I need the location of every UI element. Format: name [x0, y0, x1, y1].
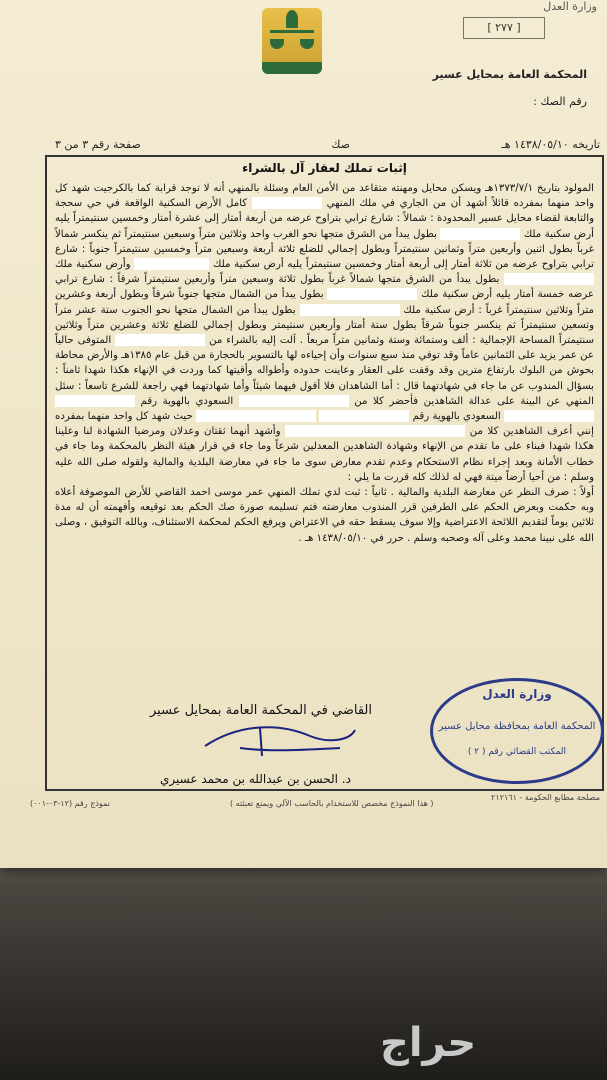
ministry-header: وزارة العدل — [543, 0, 597, 13]
printer-note: مصلحة مطابع الحكومة - ٢١٢١٦١ — [491, 793, 600, 802]
watermark-logo: حراج — [380, 1020, 477, 1066]
redacted-block — [196, 410, 316, 422]
court-name: المحكمة العامة بمحايل عسير — [432, 68, 587, 81]
form-usage-note: ( هذا النموذج مخصص للاستخدام بالحاسب الآلي ويمنع تعبئته ) — [230, 799, 434, 808]
paragraph-ruling: أولاً : صرف النظر عن معارضة البلدية والمالية . ثانياً : ثبت لدي تملك المنهي عمر موسى احمد القاضي للأرض الموصوفة أعلاه وبه حكمت وبعرض الحكم على الطرفين قرر المندوب معارضته فتم تسليمه صورة صك الحكم بعد توقيعه وأفهمته أن له مدة ثلاثين يوماً لتقديم اللائحة الاعتراضية وإلا سوف يسقط حقه في الاعتراض ويرفع الحكم لمحكمة الاستئناف، وبالله التوفيق ، وصلى الله على نبينا محمد وعلى آله وصحبه وسلم . حرر في ١٤٣٨/٠٥/١٠ هـ . — [55, 487, 594, 544]
redacted-block — [252, 197, 322, 209]
signature-icon — [200, 718, 360, 758]
paragraph: المولود بتاريخ ١٣٧٣/٧/١هـ ويسكن محايل ومهنته متقاعد من الأمن العام وسئلة بالمنهي أنه لا توجد قرابة كما بالكرجيت شهد كل واحد منهما بمفرده قائلاً أشهد أن من الجاري في ملك المنهي كامل الأرض السكنية الواقعة في حي سحجة والتابعة لقضاء محايل عسير المحدودة : شمالاً : شارع ترابي بتراوح عرضه من أربعة أمتار إلى عشرة أمتار وخمسين سنتيمتراً يليه أرض سكنية ملك بطول يبدأ من الشرق متجها نحو الغرب واحد وثلاثين متراً وسبعين سنتيمتراً ثم ينكسر شمالاً غرباً بطول اثنين وأربعين متراً وثمانين سنتيمتراً وبطول إجمالي للضلع ثلاثة أربعة وسبعين متراً وخمسين سنتيمتراً جنوباً : شارع ترابي بتراوح عرضه من ثلاثة أمتار إلى أربعة أمتار وخمسين سنتيمتراً يليه أرض سكنية ملك وأرض سكنية ملك بطول يبدأ من الشرق متجها شمالاً غرباً بطول ثلاثة وسبعين متراً وأربعين سنتيمتراً شرقاً : شارع ترابي عرضه خمسة أمتار يليه أرض سكنية ملك بطول يبدأ من الشمال متجها جنوباً شرقاً وبطول أربعة وعشرين متراً وثلاثين سنتيمتراً غرباً : أرض سكنية ملك بطول يبدأ من الشمال متجها نحو الجنوب ستة عشر متراً وتسعين سنتيمتراً ثم ينكسر جنوباً شرقاً بطول ستة أمتار وأربعين سنتيمتر وبطول إجمالي للضلع ثلاثة وعشرين متراً وثلاثين سنتيمتراً المساحة الإجمالية : ألف وستمائة وستة وثمانين متراً مربعاً . آلت إليه بالشراء من المتوفى حالياً عن عمر يزيد على الثمانين عاماً وقد توفي منذ سبع سنوات وأن إحياءه لها بالتسوير بالحجارة من قبل عام ١٣٨٥هـ والأرض محاطة بحوش من البلوك بارتفاع مترين وقد وقفت على العقار وعاينت حدوده وأطواله وأقيتها كما وردت في الإنهاء هكذا شهدا ثامناً : بسؤال المندوب عن ما جاء في شهادتهما قال : أما الشاهدان فلا أقول فيهما شيئاً وأما شهادتهما فهي راجعة للشرع تاسعاً : سئل المنهي عن البينة على عدالة الشاهدين فأحضر كلا من السعودي بالهوية رقم السعودي بالهوية رقم حيث شهد كل واحد منهما بمفرده إنني أعرف الشاهدين كلا من وأشهد أنهما ثقتان وعدلان ومرضيا الشهادة لنا وعلينا هكذا شهدا فبناء على ما تقدم من الإنهاء وشهادة الشاهدين المعدلين شرعاً وما جاء في قرار هيئة النظر بالمحكمة وما جاء في خطاب الأمانة وبعد إجراء نظام الاستحكام وعدم تقدم معارض سوى ما جاء في معارضة البلدية والمالية ولقوله صلى الله عليه وسلم : من أحيا أرضاً ميتة فهي له لذلك كله قررت ما يلي : — [55, 183, 595, 483]
redacted-block — [504, 273, 594, 285]
deed-number-label: رقم الصك : — [533, 95, 587, 108]
judge-name: د. الحسن بن عبدالله بن محمد عسيري — [160, 772, 351, 786]
redacted-block — [327, 288, 417, 300]
redacted-block — [300, 304, 400, 316]
court-stamp: وزارة العدل المحكمة العامة بمحافظة محايل عسير المكتب القضائي رقم ( ٢ ) — [430, 678, 604, 784]
judge-title: القاضي في المحكمة العامة بمحايل عسير — [150, 703, 372, 718]
redacted-block — [319, 410, 409, 422]
deed-date: تاريخه ١٤٣٨/٠٥/١٠ هـ — [501, 138, 600, 151]
redacted-block — [285, 425, 465, 437]
document-title: إثبات تملك لعقار آل بالشراء — [242, 161, 407, 175]
page-number: صفحة رقم ٣ من ٣ — [55, 138, 141, 151]
form-number: نموذج رقم (١٢-٠٣-٠٠١) — [30, 799, 110, 808]
redacted-block — [504, 410, 594, 422]
redacted-block — [134, 258, 209, 270]
ministry-emblem-icon — [262, 8, 322, 74]
redacted-block — [115, 334, 205, 346]
record-number-box: [ ٢٧٧ ] — [463, 17, 545, 39]
document-body — [55, 181, 594, 546]
deed-label: صك — [331, 138, 350, 151]
header-info-line — [45, 138, 600, 153]
redacted-block — [239, 395, 349, 407]
redacted-block — [55, 395, 135, 407]
redacted-block — [440, 228, 520, 240]
